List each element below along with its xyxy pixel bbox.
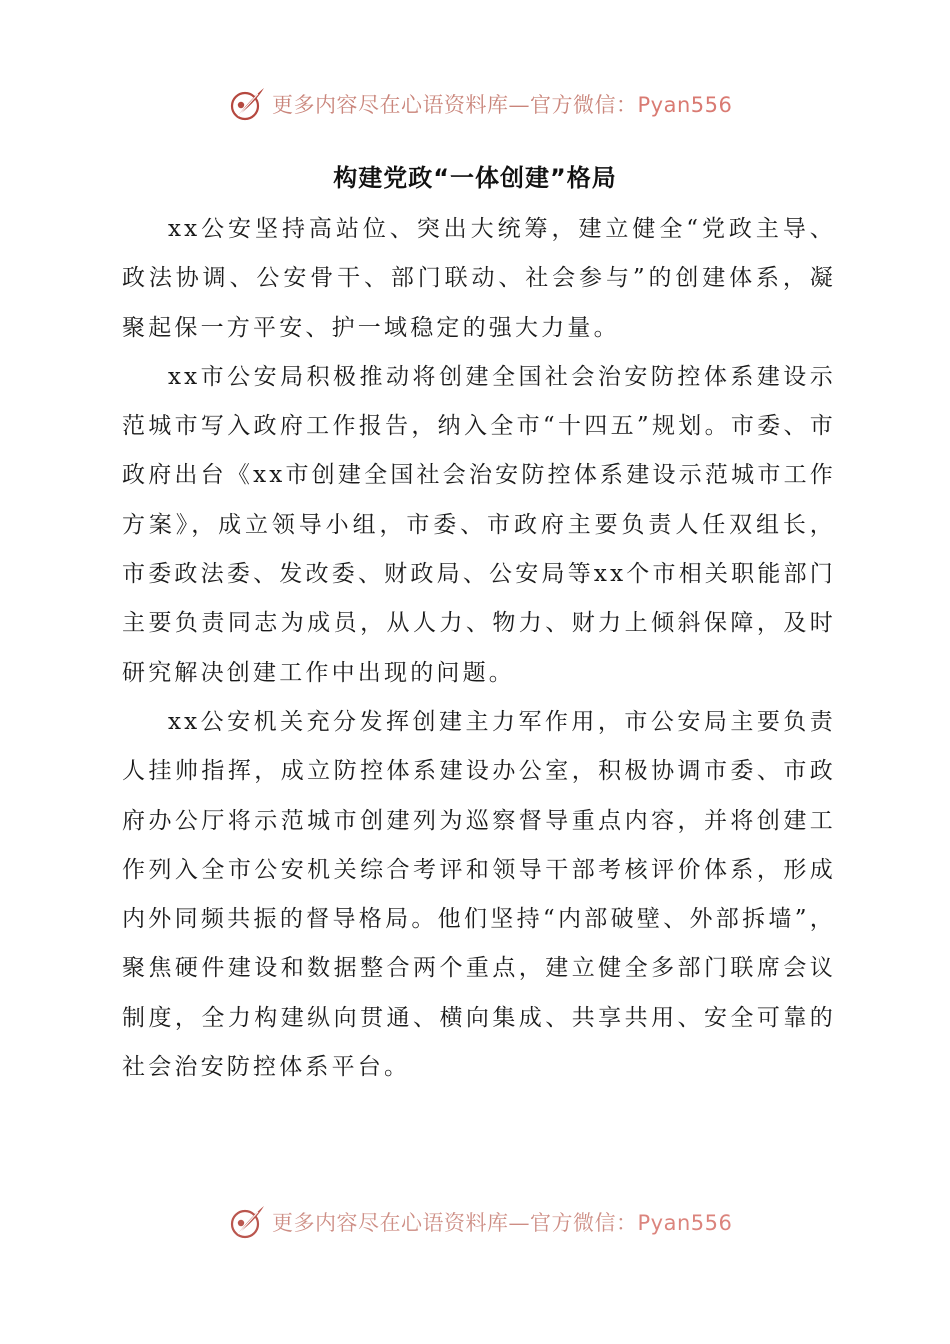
footer-banner (228, 1202, 748, 1242)
quill-logo-icon (228, 1202, 268, 1242)
paragraph: xx公安机关充分发挥创建主力军作用，市公安局主要负责人挂帅指挥，成立防控体系建设办公室，积极协调市委、市政府办公厅将示范城市创建列为巡察督导重点内容，并将创建工作列入全市公安机关综合考评和领导干部考核评价体系，形成内外同频共振的督导格局。他们坚持“内部破壁、外部拆墙”，聚焦硬件建设和数据整合两个重点，建立健全多部门联席会议制度，全力构建纵向贯通、横向集成、共享共用、安全可靠的社会治安防控体系平台。 (122, 708, 836, 1081)
page-title: 构建党政“一体创建”格局 (333, 164, 617, 192)
quill-logo-icon (228, 84, 268, 124)
document-body (122, 205, 836, 1092)
banner-text: 更多内容尽在心语资料库—官方微信：Pyan556 (272, 93, 733, 117)
paragraph: xx公安坚持高站位、突出大统筹，建立健全“党政主导、政法协调、公安骨干、部门联动、社会参与”的创建体系，凝聚起保一方平安、护一域稳定的强大力量。 (122, 216, 836, 341)
banner-text: 更多内容尽在心语资料库—官方微信：Pyan556 (272, 1211, 733, 1235)
paragraph: xx市公安局积极推动将创建全国社会治安防控体系建设示范城市写入政府工作报告，纳入全市“十四五”规划。市委、市政府出台《xx市创建全国社会治安防控体系建设示范城市工作方案》，成立领导小组，市委、市政府主要负责人任双组长，市委政法委、发改委、财政局、公安局等xx个市相关职能部门主要负责同志为成员，从人力、物力、财力上倾斜保障，及时研究解决创建工作中出现的问题。 (122, 363, 836, 686)
header-banner (228, 82, 748, 126)
